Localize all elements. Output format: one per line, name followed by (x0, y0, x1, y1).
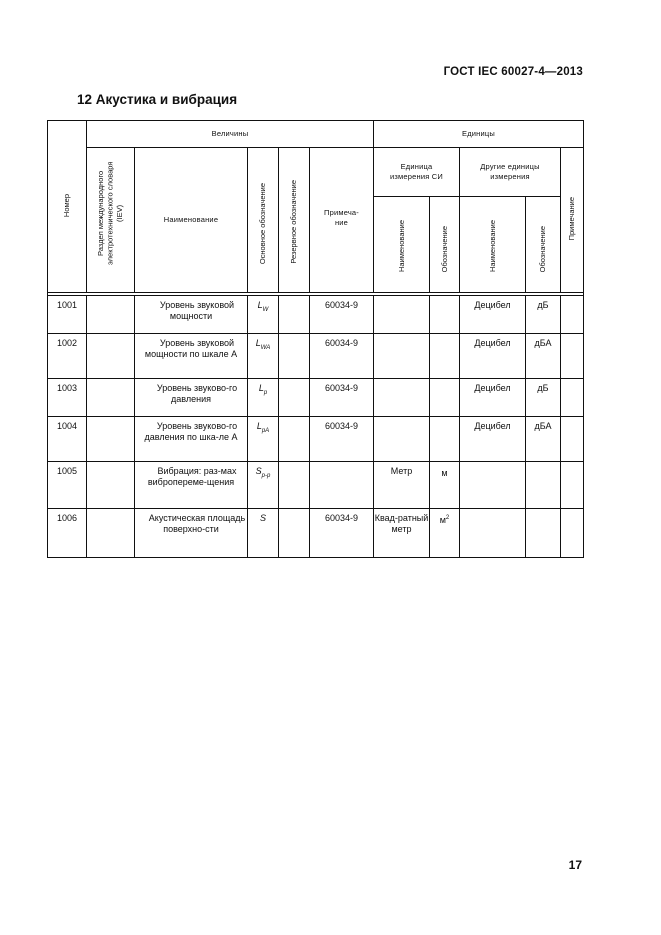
section-title: 12 Акустика и вибрация (77, 92, 238, 107)
row-main-symbol: $L_{pA}$ (248, 417, 279, 462)
row-reserve-symbol (279, 462, 310, 509)
row-si-name (374, 334, 430, 379)
row-reserve-symbol (279, 334, 310, 379)
row-other-unit-symbol (526, 509, 561, 558)
row-reserve-symbol (279, 379, 310, 417)
row-si-name (374, 417, 430, 462)
table-row (48, 379, 584, 417)
header-reserve-symbol: Резервное обозначение (279, 148, 310, 293)
header-units: Единицы (374, 121, 584, 148)
row-other-unit-symbol: дБА (526, 417, 561, 462)
header-si-unit-symbol: Обозначение (430, 197, 460, 293)
row-other-unit-symbol: дБА (526, 334, 561, 379)
table-row (48, 296, 584, 334)
header-remarks-column: Примечание (561, 148, 584, 293)
row-remark (561, 509, 584, 558)
document-code: ГОСТ IEC 60027-4—2013 (443, 66, 583, 78)
row-note: 60034-9 (310, 509, 374, 558)
header-iev-section: Раздел международного электротехнического словаря (IEV) (87, 148, 135, 293)
row-note: 60034-9 (310, 296, 374, 334)
row-note (310, 462, 374, 509)
row-number: 1006 (48, 509, 87, 558)
row-main-symbol: $L_{WA}$ (248, 334, 279, 379)
row-number: 1001 (48, 296, 87, 334)
row-iev (87, 509, 135, 558)
header-si-unit-name: Наименование (374, 197, 430, 293)
row-si-symbol (430, 296, 460, 334)
units-table (47, 120, 584, 558)
row-quantity-name: Уровень звуково-го давления по шка-ле А (135, 417, 248, 462)
header-si-unit: Единица измерения СИ (374, 148, 460, 197)
row-reserve-symbol (279, 417, 310, 462)
header-number: Номер (48, 121, 87, 293)
row-note: 60034-9 (310, 334, 374, 379)
row-iev (87, 417, 135, 462)
row-si-name (374, 379, 430, 417)
row-other-unit-symbol: дБ (526, 379, 561, 417)
table-row (48, 509, 584, 558)
row-remark (561, 462, 584, 509)
row-main-symbol: S (248, 509, 279, 558)
row-si-name (374, 296, 430, 334)
row-iev (87, 462, 135, 509)
row-quantity-name: Акустическая площадь поверхно-сти (135, 509, 248, 558)
row-other-unit-name: Децибел (460, 417, 526, 462)
header-main-symbol: Основное обозначение (248, 148, 279, 293)
row-si-symbol: $м^2$ (430, 509, 460, 558)
row-iev (87, 379, 135, 417)
row-number: 1005 (48, 462, 87, 509)
row-number: 1002 (48, 334, 87, 379)
table-body (48, 296, 584, 558)
row-other-unit-symbol (526, 462, 561, 509)
header-other-unit-symbol: Обозначение (526, 197, 561, 293)
row-si-name: Квад-ратный метр (374, 509, 430, 558)
row-si-name: Метр (374, 462, 430, 509)
row-quantity-name: Уровень звуковой мощности (135, 296, 248, 334)
row-si-symbol: м (430, 462, 460, 509)
row-other-unit-name: Децибел (460, 296, 526, 334)
row-note: 60034-9 (310, 417, 374, 462)
row-iev (87, 296, 135, 334)
row-si-symbol (430, 417, 460, 462)
row-other-unit-name: Децибел (460, 379, 526, 417)
header-quantities: Величины (87, 121, 374, 148)
row-other-unit-name (460, 509, 526, 558)
row-quantity-name: Уровень звуковой мощности по шкале А (135, 334, 248, 379)
row-quantity-name: Вибрация: раз-мах виброперемe-щения (135, 462, 248, 509)
row-reserve-symbol (279, 509, 310, 558)
row-si-symbol (430, 379, 460, 417)
header-remark: Примеча- ние (310, 148, 374, 293)
row-iev (87, 334, 135, 379)
header-name: Наименование (135, 148, 248, 293)
row-other-unit-symbol: дБ (526, 296, 561, 334)
row-note: 60034-9 (310, 379, 374, 417)
table-row (48, 334, 584, 379)
row-main-symbol: $S_{p-p}$ (248, 462, 279, 509)
row-other-unit-name: Децибел (460, 334, 526, 379)
row-si-symbol (430, 334, 460, 379)
header-other-units: Другие единицы измерения (460, 148, 561, 197)
row-remark (561, 379, 584, 417)
page-number: 17 (568, 858, 582, 872)
header-other-unit-name: Наименование (460, 197, 526, 293)
row-remark (561, 417, 584, 462)
table-row (48, 462, 584, 509)
row-main-symbol: $L_p$ (248, 379, 279, 417)
row-remark (561, 296, 584, 334)
row-reserve-symbol (279, 296, 310, 334)
row-number: 1004 (48, 417, 87, 462)
table-row (48, 417, 584, 462)
row-other-unit-name (460, 462, 526, 509)
row-number: 1003 (48, 379, 87, 417)
row-quantity-name: Уровень звуково-го давления (135, 379, 248, 417)
row-main-symbol: $L_W$ (248, 296, 279, 334)
row-remark (561, 334, 584, 379)
